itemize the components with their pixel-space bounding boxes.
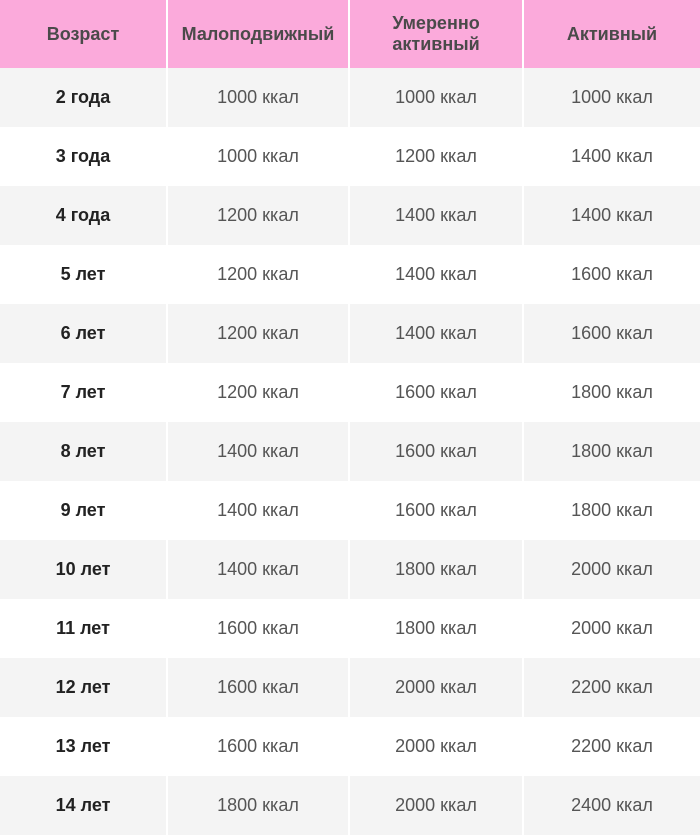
sedentary-cell: 1600 ккал bbox=[167, 717, 349, 776]
active-cell: 1400 ккал bbox=[523, 127, 700, 186]
table-row bbox=[0, 658, 700, 717]
moderate-cell: 1000 ккал bbox=[349, 68, 523, 127]
active-cell: 1800 ккал bbox=[523, 481, 700, 540]
active-cell: 1600 ккал bbox=[523, 304, 700, 363]
sedentary-cell: 1600 ккал bbox=[167, 658, 349, 717]
table-row bbox=[0, 363, 700, 422]
active-cell: 2400 ккал bbox=[523, 776, 700, 835]
sedentary-cell: 1200 ккал bbox=[167, 304, 349, 363]
moderate-cell: 1800 ккал bbox=[349, 540, 523, 599]
sedentary-cell: 1400 ккал bbox=[167, 481, 349, 540]
active-cell: 1600 ккал bbox=[523, 245, 700, 304]
active-cell: 1800 ккал bbox=[523, 363, 700, 422]
moderate-cell: 1600 ккал bbox=[349, 363, 523, 422]
sedentary-cell: 1200 ккал bbox=[167, 186, 349, 245]
age-cell: 11 лет bbox=[0, 599, 167, 658]
table-row bbox=[0, 422, 700, 481]
active-cell: 2000 ккал bbox=[523, 540, 700, 599]
moderate-cell: 1400 ккал bbox=[349, 186, 523, 245]
age-cell: 5 лет bbox=[0, 245, 167, 304]
table-row bbox=[0, 717, 700, 776]
moderate-cell: 2000 ккал bbox=[349, 776, 523, 835]
table-row bbox=[0, 68, 700, 127]
table-row bbox=[0, 245, 700, 304]
header-sedentary: Малоподвижный bbox=[167, 0, 349, 68]
active-cell: 1800 ккал bbox=[523, 422, 700, 481]
table-row bbox=[0, 304, 700, 363]
age-cell: 4 года bbox=[0, 186, 167, 245]
moderate-cell: 1600 ккал bbox=[349, 481, 523, 540]
age-cell: 14 лет bbox=[0, 776, 167, 835]
active-cell: 2200 ккал bbox=[523, 658, 700, 717]
moderate-cell: 1200 ккал bbox=[349, 127, 523, 186]
sedentary-cell: 1000 ккал bbox=[167, 127, 349, 186]
moderate-cell: 1400 ккал bbox=[349, 304, 523, 363]
age-cell: 6 лет bbox=[0, 304, 167, 363]
age-cell: 2 года bbox=[0, 68, 167, 127]
sedentary-cell: 1400 ккал bbox=[167, 540, 349, 599]
active-cell: 1400 ккал bbox=[523, 186, 700, 245]
sedentary-cell: 1200 ккал bbox=[167, 245, 349, 304]
table-row bbox=[0, 127, 700, 186]
table-row bbox=[0, 186, 700, 245]
moderate-cell: 1800 ккал bbox=[349, 599, 523, 658]
header-moderately-active: Умеренно активный bbox=[349, 0, 523, 68]
age-cell: 13 лет bbox=[0, 717, 167, 776]
table-row bbox=[0, 776, 700, 835]
sedentary-cell: 1400 ккал bbox=[167, 422, 349, 481]
table-row bbox=[0, 481, 700, 540]
moderate-cell: 1400 ккал bbox=[349, 245, 523, 304]
age-cell: 3 года bbox=[0, 127, 167, 186]
table-row bbox=[0, 540, 700, 599]
table-header bbox=[0, 0, 700, 68]
sedentary-cell: 1600 ккал bbox=[167, 599, 349, 658]
age-cell: 7 лет bbox=[0, 363, 167, 422]
sedentary-cell: 1200 ккал bbox=[167, 363, 349, 422]
active-cell: 2200 ккал bbox=[523, 717, 700, 776]
header-age: Возраст bbox=[0, 0, 167, 68]
age-cell: 9 лет bbox=[0, 481, 167, 540]
table-row bbox=[0, 599, 700, 658]
header-active: Активный bbox=[523, 0, 700, 68]
active-cell: 1000 ккал bbox=[523, 68, 700, 127]
moderate-cell: 1600 ккал bbox=[349, 422, 523, 481]
moderate-cell: 2000 ккал bbox=[349, 717, 523, 776]
age-cell: 12 лет bbox=[0, 658, 167, 717]
moderate-cell: 2000 ккал bbox=[349, 658, 523, 717]
sedentary-cell: 1800 ккал bbox=[167, 776, 349, 835]
active-cell: 2000 ккал bbox=[523, 599, 700, 658]
header-row bbox=[0, 0, 700, 68]
age-cell: 10 лет bbox=[0, 540, 167, 599]
table-body bbox=[0, 68, 700, 835]
age-cell: 8 лет bbox=[0, 422, 167, 481]
sedentary-cell: 1000 ккал bbox=[167, 68, 349, 127]
